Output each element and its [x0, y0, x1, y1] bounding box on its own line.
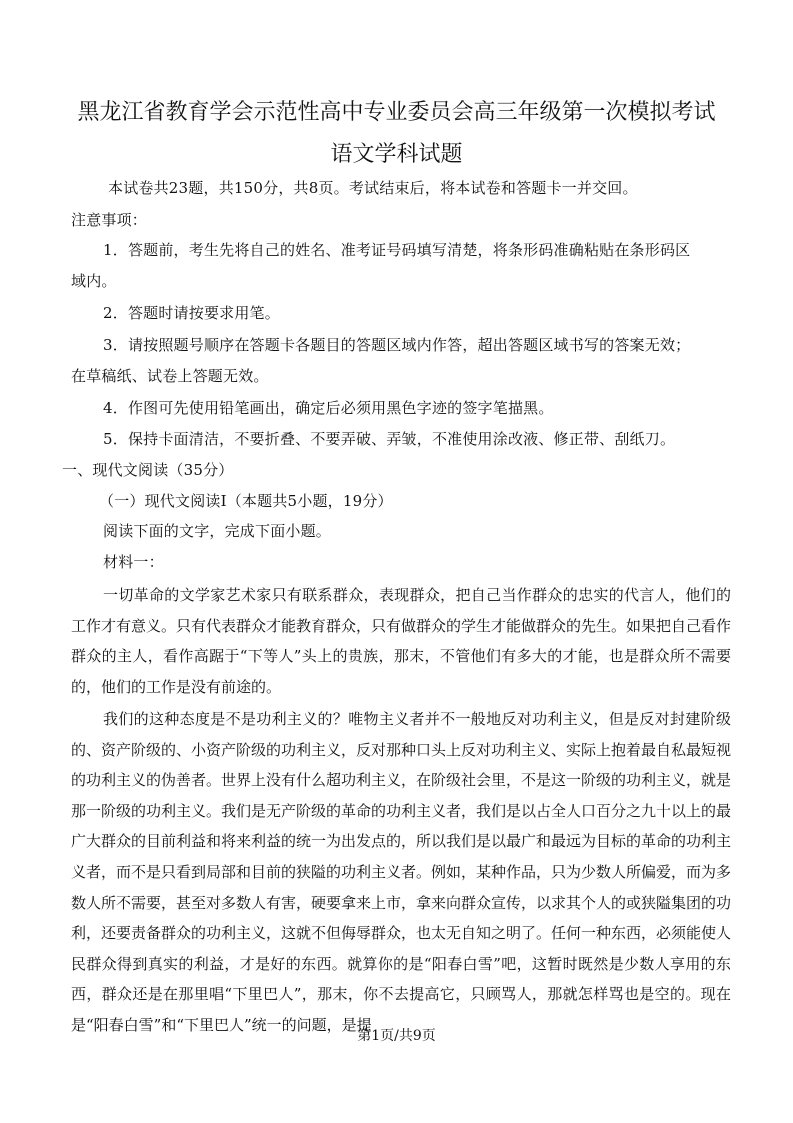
material-paragraph-2: 我们的这种态度是不是功利主义的？唯物主义者并不一般地反对功利主义，但是反对封建阶级的、资产阶级的、小资产阶级的功利主义，反对那种口头上反对功利主义、实际上抱着最自私最短视的功利主义的伪善者。世界上没有什么超功利主义，在阶级社会里，不是这一阶级的功利主义，就是那一阶级的功利主义。我们是无产阶级的革命的功利主义者，我们是以占全人口百分之九十以上的最广大群众的目前利益和将来利益的统一为出发点的，所以我们是以最广和最远为目标的革命的功利主义者，而不是只看到局部和目前的狭隘的功利主义者。例如，某种作品，只为少数人所偏爱，而为多数人所不需要，甚至对多数人有害，硬要拿来上市，拿来向群众宣传，以求其个人的或狭隘集团的功利，还要责备群众的功利主义，这就不但侮辱群众，也太无自知之明了。任何一种东西，必须能使人民群众得到真实的利益，才是好的东西。就算你的是“阳春白雪”吧，这暂时既然是少数人享用的东西，群众还是在那里唱“下里巴人”，那末，你不去提高它，只顾骂人，那就怎样骂也是空的。现在是“阳春白雪”和“下里巴人”统一的问题，是提: [71, 710, 732, 1034]
notice-item-3: 3．请按照题号顺序在答题卡各题目的答题区域内作答，超出答题区域书写的答案无效；: [103, 336, 691, 354]
notice-item-4: 4．作图可先使用铅笔画出，确定后必须用黑色字迹的签字笔描黑。: [103, 399, 554, 417]
reading-instruction: 阅读下面的文字，完成下面小题。: [103, 522, 332, 540]
notice-item-1: 1．答题前，考生先将自己的姓名、准考证号码填写清楚，将条形码准确粘贴在条形码区: [103, 241, 691, 259]
notice-item-3-cont: 在草稿纸、试卷上答题无效。: [71, 367, 269, 385]
section-title: 一、现代文阅读（35分）: [62, 461, 234, 479]
notice-heading: 注意事项：: [71, 211, 148, 229]
exam-subtitle: 语文学科试题: [330, 142, 463, 167]
section-subtitle: （一）现代文阅读Ⅰ（本题共5小题，19分）: [99, 492, 393, 510]
notice-item-2: 2．答题时请按要求用笔。: [103, 304, 280, 322]
material-label: 材料一：: [103, 553, 164, 571]
notice-item-5: 5．保持卡面清洁，不要折叠、不要弄破、弄皱，不准使用涂改液、修正带、刮纸刀。: [103, 430, 676, 448]
page-number: 第1页/共9页: [357, 1028, 436, 1044]
exam-intro: 本试卷共23题，共150分，共8页。考试结束后，将本试卷和答题卡一并交回。: [108, 179, 638, 197]
exam-title: 黑龙江省教育学会示范性高中专业委员会高三年级第一次模拟考试: [77, 100, 716, 125]
material-paragraph-1: 一切革命的文学家艺术家只有联系群众，表现群众，把自己当作群众的忠实的代言人，他们的工作才有意义。只有代表群众才能教育群众，只有做群众的学生才能做群众的先生。如果把自己看作群众的主人，看作高踞于“下等人”头上的贵族，那末，不管他们有多大的才能，也是群众所不需要的，他们的工作是没有前途的。: [71, 586, 732, 696]
notice-item-1-cont: 域内。: [71, 272, 117, 290]
